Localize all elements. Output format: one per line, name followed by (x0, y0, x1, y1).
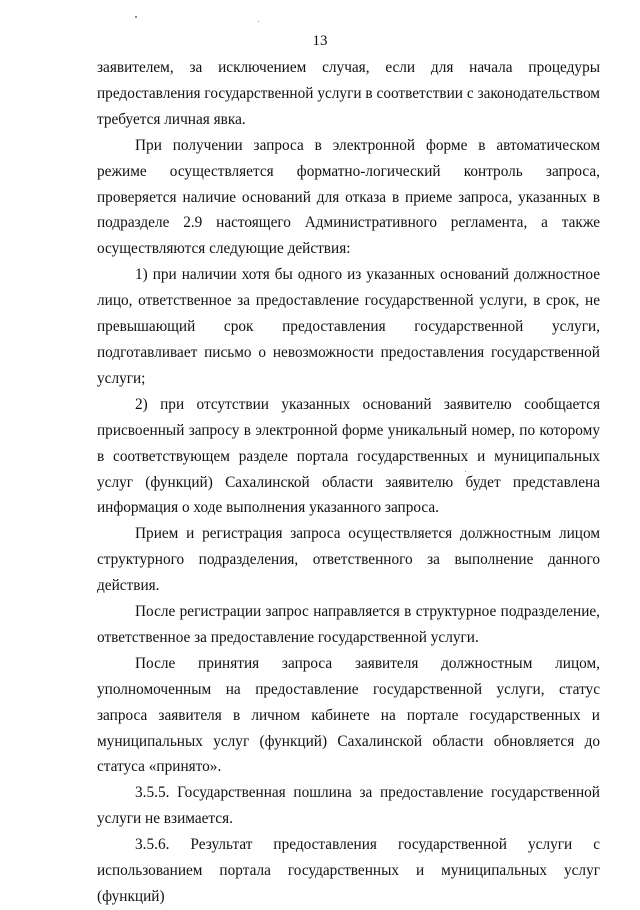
paragraph-3-5-6: 3.5.6. Результат предоставления государственной услуги с использованием портала государственных и муниципальных услуг (функций) (97, 836, 600, 905)
paragraph-registration: Прием и регистрация запроса осуществляется должностным лицом структурного подразделения, ответственного за выполнение данного действия. (97, 525, 600, 595)
paragraph-item-2: 2) при отсутствии указанных оснований заявителю сообщается присвоенный запросу в электронной форме уникальный номер, по которому в соответствующем разделе портала государственных и муниципальных услуг (функций) Сахалинской области заявителю будет представлена информация о ходе выполнения указанного запроса. (97, 395, 600, 517)
paragraph-after-registration: После регистрации запрос направляется в структурное подразделение, ответственное за предоставление государственной услуги. (97, 603, 600, 646)
paragraph-electronic-request: При получении запроса в электронной форме в автоматическом режиме осуществляется форматно-логический контроль запроса, проверяется наличие оснований для отказа в приеме запроса, указанных в подразделе 2.9 настоящего Административного регламента, а также осуществляются следующие действия: (97, 136, 600, 258)
paragraph-item-1: 1) при наличии хотя бы одного из указанных оснований должностное лицо, ответственное за предоставление государственной услуги, в срок, не превышающий срок предоставления государственной услуги, подготавливает письмо о невозможности предоставления государственной услуги; (97, 266, 600, 387)
paragraph-3-5-5: 3.5.5. Государственная пошлина за предоставление государственной услуги не взимается. (97, 784, 600, 828)
document-body (97, 55, 600, 910)
paragraph-status-accepted: После принятия запроса заявителя должностным лицом, уполномоченным на предоставление государственной услуги, статус запроса заявителя в личном кабинете на портале государственных и муниципальных услуг (функций) Сахалинской области обновляется до статуса «принято». (97, 654, 600, 776)
page-number: 13 (312, 33, 328, 49)
scan-speck (258, 21, 259, 22)
paragraph-continuation: заявителем, за исключением случая, если для начала процедуры предоставления государственной услуги в соответствии с законодательством требуется личная явка. (97, 59, 600, 128)
scan-speck (135, 16, 137, 18)
